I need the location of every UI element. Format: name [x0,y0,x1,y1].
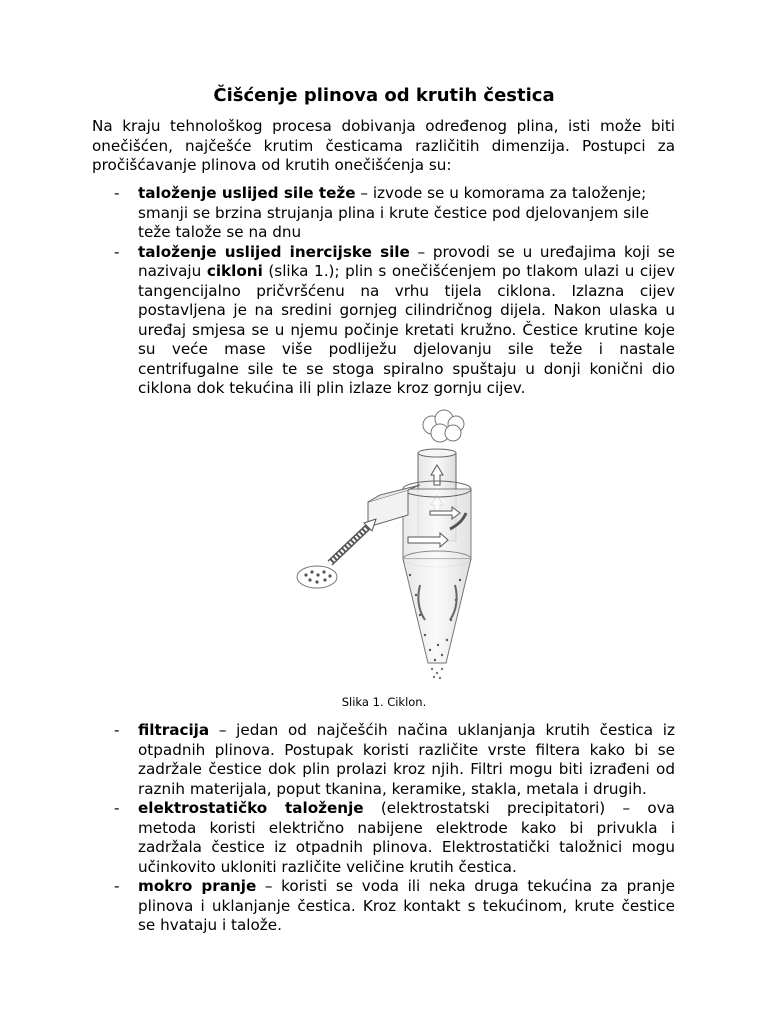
cyclone-cylinder [403,489,471,559]
list-term: filtracija [138,721,210,739]
bullet-dash: - [114,799,120,817]
list-text: (elektrostatski precipitatori) – ova metoda koristi električno nabijene elektrode kako bi privukla i zadržala čestice iz otpadnih plinova. Elektrostatički taložnici mogu učinkovito ukloniti različite veličine krutih čestica. [138,799,675,876]
list-text: – jedan od najčešćih načina uklanjanja krutih čestica iz otpadnih plinova. Postupak koristi različite vrste filtera kako bi se zadržale čestice dok plin prolazi kroz njih. Filtri mogu biti izrađeni od raznih materijala, poput tkanina, keramike, stakla, metala i drugih. [138,721,675,798]
page-title: Čišćenje plinova od krutih čestica [213,85,555,106]
list-term: mokro pranje [138,877,257,895]
cyclone-figure [290,405,480,685]
list-item [92,184,675,243]
gas-cloud-icon [423,410,464,442]
list-term-inline: cikloni [206,262,263,280]
list-item [92,243,675,399]
cyclone-illustration [290,405,480,685]
list-text: – koristi se voda ili neka druga tekućina za pranje plinova i uklanjanje čestica. Kroz kontakt s tekućinom, krute čestice se hvataju i talože. [138,877,675,934]
method-list-1 [92,184,675,399]
list-text: – provodi se u uređajima koji se nazivaju [138,242,675,280]
intro-paragraph: Na kraju tehnološkog procesa dobivanja određenog plina, isti može biti onečišćen, najčešće krutim česticama različitih dimenzija. Postupci za pročišćavanje plinova od krutih onečišćenja su: [92,117,675,174]
list-term: elektrostatičko taloženje [138,799,364,817]
list-text: – izvode se u komorama za taloženje; smanji se brzina strujanja plina i krute čestice pod djelovanjem sile teže talože se na dnu [138,184,649,241]
list-item [92,721,675,799]
method-list-2 [92,721,675,936]
bullet-dash: - [114,721,120,739]
figure-caption: Slika 1. Ciklon. [341,695,427,709]
inlet-arrow-icon [330,519,376,563]
list-term: taloženje uslijed inercijske sile [138,242,410,261]
list-item [92,799,675,877]
list-text: (slika 1.); plin s onečišćenjem po tlakom ulazi u cijev tangencijalno pričvršćenu na vrhu tijela ciklona. Izlazna cijev postavljena je na sredini gornjeg cilindričnog dijela. Nakon ulaska u uređaj smjesa se u njemu počinje kretati kružno. Čestice krutine koje su veće mase više podliježu djelovanju sile teže i nastale centrifugalne sile te se stoga spiralno spuštaju u donji konični dio ciklona dok tekućina ili plin izlaze kroz gornju cijev. [138,262,676,397]
cyclone-cone [403,559,471,663]
bullet-dash: - [114,877,120,895]
bullet-dash: - [114,242,120,261]
bullet-dash: - [114,184,120,202]
list-item [92,877,675,936]
list-term: taloženje uslijed sile teže [138,184,356,202]
